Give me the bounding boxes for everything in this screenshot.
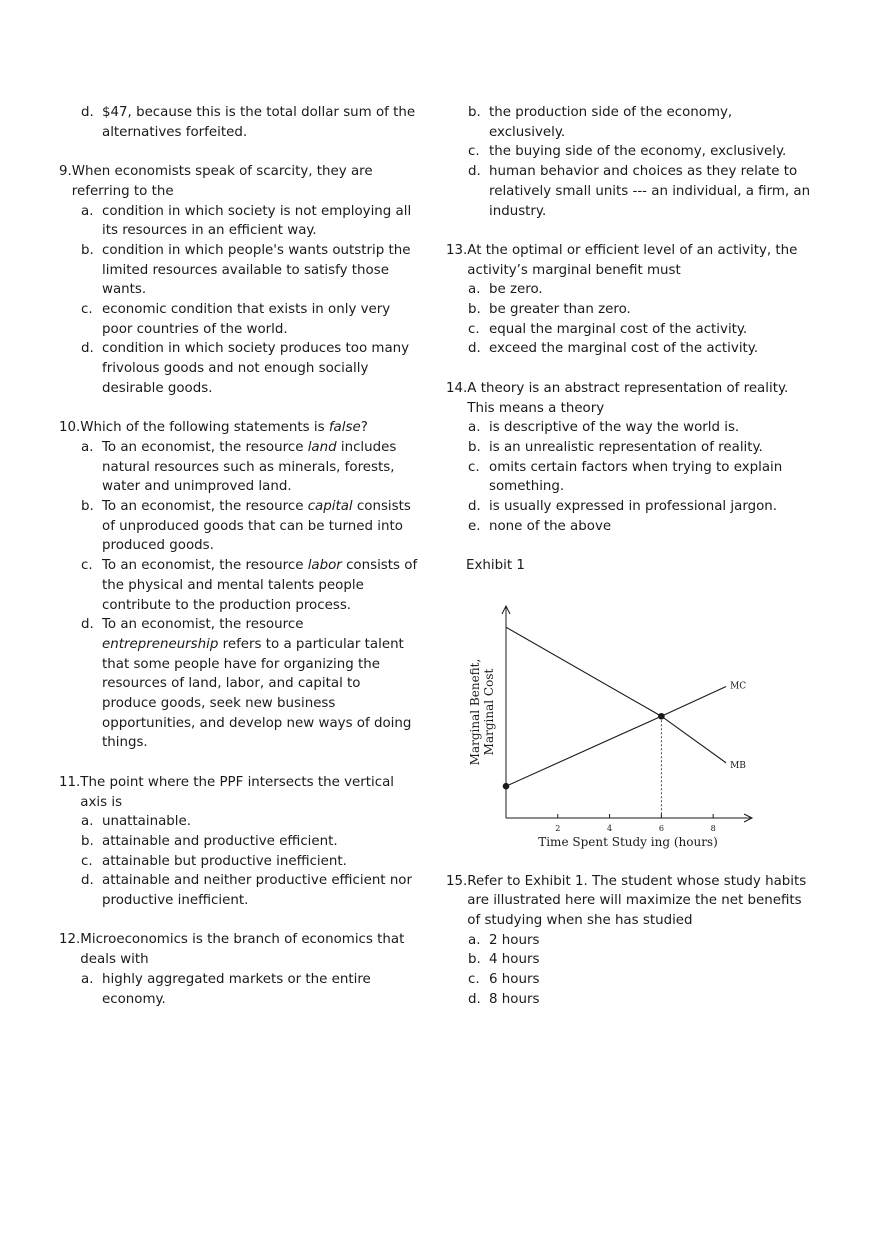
- x-tick-label: 2: [555, 823, 561, 833]
- q14-option-c: [468, 458, 811, 497]
- mc-line: [506, 686, 726, 786]
- option-text-part: To an economist, the resource: [102, 439, 308, 455]
- option-text: attainable and neither productive efficient nor productive inefficient.: [102, 873, 412, 909]
- question-number: 9.: [59, 164, 72, 180]
- question-text: At the optimal or efficient level of an activity, the activity’s marginal benefit must: [467, 242, 798, 278]
- question-12: [59, 930, 419, 1009]
- option-text: the production side of the economy, exclusively.: [489, 105, 733, 140]
- option-text-part: refers to a particular talent that some people have for organizing the resources of land, labor, and capital to produce goods, seek new business opportunities, and develop new ways of doing things.: [102, 636, 412, 751]
- option-text: is usually expressed in professional jargon.: [489, 499, 778, 515]
- option-letter: b.: [81, 499, 94, 515]
- option-letter: c.: [468, 459, 480, 475]
- option-text: is an unrealistic representation of reality.: [489, 439, 763, 455]
- question-number: 12.: [59, 932, 81, 948]
- exhibit-title: Exhibit 1: [466, 558, 525, 574]
- q13-option-a: [468, 280, 811, 300]
- stem-emphasis: false: [328, 420, 361, 436]
- q12-option-d: [468, 162, 811, 221]
- option-text: 8 hours: [489, 991, 540, 1007]
- option-text: human behavior and choices as they relate to relatively small units --- an individual, a firm, an industry.: [489, 164, 811, 219]
- option-letter: a.: [81, 971, 94, 987]
- option-letter: c.: [81, 302, 93, 318]
- q10-option-c: [81, 556, 419, 615]
- q11-stem: [59, 773, 419, 812]
- question-number: 13.: [446, 242, 468, 258]
- q13-option-b: [468, 300, 811, 320]
- stem-text-end: ?: [360, 420, 368, 436]
- q9-option-a: [81, 202, 419, 241]
- option-letter: a.: [468, 932, 481, 948]
- option-text: none of the above: [489, 518, 612, 534]
- q11-option-a: [81, 812, 419, 832]
- option-text: condition in which people's wants outstrip the limited resources available to satisfy those wants.: [102, 242, 411, 298]
- question-8-continued: [59, 103, 419, 142]
- question-number: 14.: [446, 380, 468, 396]
- q12-option-a: [81, 970, 419, 1009]
- q13-option-d: [468, 339, 811, 359]
- option-text: the buying side of the economy, exclusively.: [489, 144, 787, 160]
- option-letter: c.: [468, 972, 480, 988]
- question-11: [59, 773, 419, 911]
- option-text: 6 hours: [489, 972, 540, 988]
- question-text: [80, 418, 419, 438]
- question-9: [59, 162, 419, 398]
- option-letter: a.: [468, 420, 481, 436]
- q12-option-c: [468, 142, 811, 162]
- q13-stem: [446, 241, 811, 280]
- option-text: 2 hours: [489, 932, 540, 948]
- x-tick-label: 6: [658, 823, 664, 833]
- option-letter: d.: [468, 341, 481, 357]
- option-text: equal the marginal cost of the activity.: [489, 321, 748, 337]
- option-letter: b.: [468, 439, 481, 455]
- mb-label: MB: [730, 760, 746, 771]
- option-letter: b.: [81, 833, 94, 849]
- q14-option-d: [468, 497, 811, 517]
- option-emphasis: labor: [307, 558, 342, 574]
- q15-option-c: [468, 970, 811, 990]
- q15-option-d: [468, 990, 811, 1010]
- question-text: Microeconomics is the branch of economics that deals with: [80, 932, 405, 968]
- option-letter: b.: [468, 952, 481, 968]
- q10-option-b: [81, 497, 419, 556]
- option-letter: d.: [81, 105, 94, 120]
- q15-stem: [446, 872, 811, 931]
- option-emphasis: land: [307, 439, 337, 455]
- option-letter: a.: [468, 282, 481, 298]
- question-14: [446, 379, 811, 537]
- option-letter: d.: [81, 341, 94, 357]
- option-text: condition in which society is not employing all its resources in an efficient way.: [102, 203, 412, 239]
- question-13: [446, 241, 811, 359]
- option-text-part: To an economist, the resource: [102, 499, 308, 515]
- option-text: highly aggregated markets or the entire economy.: [102, 971, 371, 1007]
- right-column: [446, 103, 811, 1029]
- x-axis-label: Time Spent Study ing (hours): [538, 834, 718, 849]
- q9-stem: [59, 162, 419, 201]
- option-text: [102, 615, 419, 753]
- q14-option-b: [468, 438, 811, 458]
- option-text: condition in which society produces too many frivolous goods and not enough socially desirable goods.: [102, 341, 410, 396]
- q11-option-b: [81, 832, 419, 852]
- q15-option-b: [468, 950, 811, 970]
- q10-stem: [59, 418, 419, 438]
- q9-option-d: [81, 339, 419, 398]
- option-text-part: To an economist, the resource: [102, 617, 304, 633]
- option-text: $47, because this is the total dollar sum of the alternatives forfeited.: [102, 105, 416, 140]
- data-point-vertical-intercept: [503, 783, 510, 790]
- x-tick-label: 8: [710, 823, 716, 833]
- option-text-part: consists of unproduced goods that can be turned into produced goods.: [102, 499, 411, 554]
- q11-option-c: [81, 852, 419, 872]
- option-text: [102, 556, 419, 615]
- option-letter: d.: [81, 617, 94, 633]
- mb-line: [506, 627, 726, 763]
- option-text-part: To an economist, the resource: [102, 558, 308, 574]
- question-text: The point where the PPF intersects the vertical axis is: [80, 774, 395, 810]
- option-letter: c.: [81, 853, 93, 869]
- mc-label: MC: [730, 681, 747, 692]
- q14-stem: [446, 379, 811, 418]
- question-12-continued: [446, 103, 811, 221]
- q13-option-c: [468, 320, 811, 340]
- option-letter: a.: [81, 814, 94, 830]
- stem-text: Which of the following statements is: [80, 420, 329, 436]
- option-letter: c.: [81, 558, 93, 574]
- q11-option-d: [81, 871, 419, 910]
- option-letter: b.: [468, 105, 481, 120]
- option-letter: b.: [81, 242, 94, 258]
- question-10: [59, 418, 419, 753]
- option-text: omits certain factors when trying to explain something.: [489, 459, 783, 495]
- option-letter: a.: [81, 203, 94, 219]
- q12-option-b: [468, 103, 811, 142]
- option-emphasis: entrepreneurship: [102, 636, 219, 652]
- exhibit-chart: [456, 584, 766, 852]
- option-text: attainable and productive efficient.: [102, 833, 338, 849]
- q10-option-a: [81, 438, 419, 497]
- option-text: [102, 497, 419, 556]
- q15-option-a: [468, 931, 811, 951]
- q9-option-b: [81, 241, 419, 300]
- question-number: 10.: [59, 420, 81, 436]
- option-text: economic condition that exists in only very poor countries of the world.: [102, 302, 391, 337]
- option-text-part: includes natural resources such as minerals, forests, water and unimproved land.: [102, 439, 397, 495]
- option-letter: d.: [468, 991, 481, 1007]
- option-text: exceed the marginal cost of the activity.: [489, 341, 759, 357]
- q14-option-a: [468, 418, 811, 438]
- option-text: unattainable.: [102, 814, 192, 830]
- option-text: be zero.: [489, 282, 543, 298]
- option-letter: d.: [81, 873, 94, 889]
- q14-option-e: [468, 517, 811, 537]
- x-tick-label: 4: [607, 823, 613, 833]
- option-text: attainable but productive inefficient.: [102, 853, 347, 869]
- question-text: When economists speak of scarcity, they are referring to the: [71, 164, 373, 199]
- question-15: [446, 872, 811, 1010]
- question-text: A theory is an abstract representation of reality. This means a theory: [467, 380, 789, 416]
- option-text: is descriptive of the way the world is.: [489, 420, 740, 436]
- y-axis-label-line2: Marginal Cost: [482, 668, 496, 756]
- q8-option-d: [81, 103, 419, 142]
- y-axis-label-line1: Marginal Benefit,: [468, 658, 482, 766]
- option-emphasis: capital: [307, 499, 353, 515]
- data-point-intersection: [658, 713, 665, 720]
- option-letter: d.: [468, 499, 481, 515]
- option-letter: b.: [468, 302, 481, 318]
- question-number: 15.: [446, 873, 468, 889]
- option-text: 4 hours: [489, 952, 540, 968]
- q9-option-c: [81, 300, 419, 339]
- option-text-part: consists of the physical and mental talents people contribute to the production process.: [102, 558, 418, 613]
- q12-stem: [59, 930, 419, 969]
- option-text: be greater than zero.: [489, 302, 631, 318]
- option-letter: a.: [81, 439, 94, 455]
- left-column: [59, 103, 419, 1029]
- option-letter: c.: [468, 144, 480, 160]
- option-letter: e.: [468, 518, 481, 534]
- option-letter: d.: [468, 164, 481, 180]
- q10-option-d: [81, 615, 419, 753]
- question-text: Refer to Exhibit 1. The student whose study habits are illustrated here will maximize the net benefits of studying when she has studied: [467, 873, 807, 928]
- exhibit-1: [446, 556, 811, 852]
- question-number: 11.: [59, 774, 81, 790]
- option-letter: c.: [468, 321, 480, 337]
- option-text: [102, 438, 419, 497]
- x-ticks: [555, 814, 715, 833]
